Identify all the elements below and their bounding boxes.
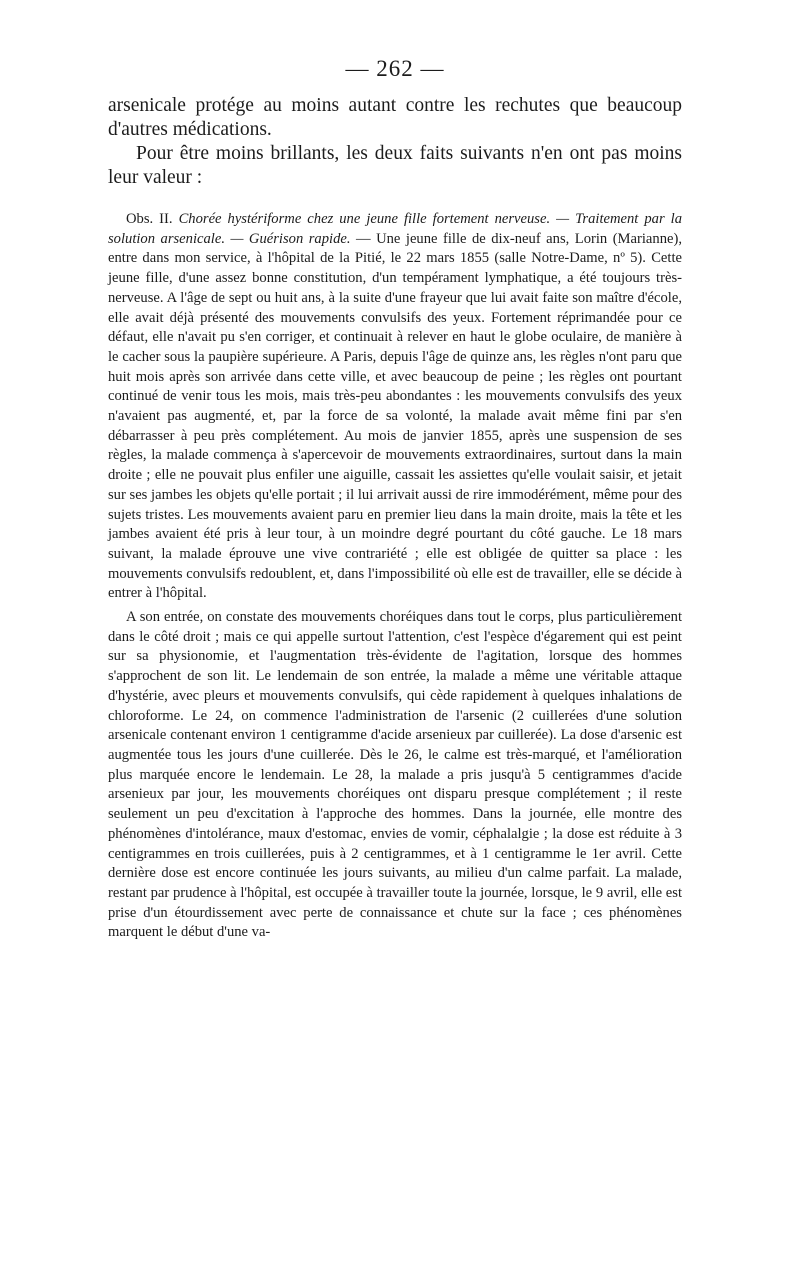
observation-paragraph-2: A son entrée, on constate des mouvements choréiques dans tout le corps, plus particulièrement dans le côté droit ; mais ce qui appelle surtout l'attention, c'est l'espèce d'égarement qui est peint sur sa physionomie, et l'augmentation très-évidente de l'agitation, lorsque des hommes s'approchent de son lit. Le lendemain de son entrée, la malade a même une véritable attaque d'hystérie, avec pleurs et mouvements convulsifs, qui cède rapidement à quelques inhalations de chloroforme. Le 24, on commence l'administration de l'arsenic (2 cuillerées d'une solution arsenicale contenant environ 1 centigramme d'acide arsenieux par cuillerée). La dose d'arsenic est augmentée tous les jours d'une cuillerée. Dès le 26, le calme est très-marqué, et l'amélioration plus marquée encore le lendemain. Le 28, la malade a pris jusqu'à 5 centigrammes d'acide arsenieux par jour, les mouvements choréiques ont disparu presque complétement ; il reste seulement un peu d'excitation à l'approche des hommes. Dans la journée, elle montre des phénomènes d'intolérance, maux d'estomac, envies de vomir, céphalalgie ; la dose est réduite à 3 centigrammes en trois cuillerées, puis à 2 centigrammes, et à 1 centigramme le 1er avril. Cette dernière dose est encore continuée les jours suivants, au milieu d'un calme parfait. La malade, restant par prudence à l'hôpital, est occupée à travailler toute la journée, lorsque, le 9 avril, elle est prise d'un étourdissement avec perte de connaissance et chute sur la face ; ces phénomènes marquent le début d'une va- — [108, 609, 682, 941]
intro-paragraph: Pour être moins brillants, les deux faits suivants n'en ont pas moins leur valeur : — [108, 143, 682, 188]
observation-label: Obs. II. — [126, 211, 173, 227]
intro-paragraph-continued: arsenicale protége au moins autant contre les rechutes que beaucoup d'autres médications. — [108, 95, 682, 140]
document-page — [108, 56, 682, 943]
observation-paragraph — [108, 210, 682, 604]
observation-body: — Une jeune fille de dix-neuf ans, Lorin (Marianne), entre dans mon service, à l'hôpital de la Pitié, le 22 mars 1855 (salle Notre-Dame, nº 5). Cette jeune fille, d'une assez bonne constitution, d'un tempérament lymphatique, a été toujours très-nerveuse. A l'âge de sept ou huit ans, à la suite d'une frayeur que lui avait faite son maître d'école, elle avait déjà présenté des mouvements convulsifs des yeux. Fortement réprimandée pour ce défaut, elle n'avait pu s'en corriger, et continuait à relever en haut le globe oculaire, de manière à le cacher sous la paupière supérieure. A Paris, depuis l'âge de quinze ans, les règles n'ont paru que huit mois après son arrivée dans cette ville, et avec beaucoup de peine ; les règles ont pourtant continué de venir tous les mois, mais très-peu abondantes : les mouvements convulsifs des yeux n'avaient pas augmenté, et, par la force de sa volonté, la malade avait même fini par s'en débarrasser à peu près complétement. Au mois de janvier 1855, après une suspension de ses règles, la malade commença à s'apercevoir de mouvements extraordinaires, surtout dans la main droite ; elle ne pouvait plus enfiler une aiguille, cassait les assiettes qu'elle voulait saisir, et jetait sur ses jambes les objets qu'elle portait ; il lui arrivait aussi de rire immodérément, même pour des sujets tristes. Les mouvements avaient paru en premier lieu dans la main droite, mais la tête et les jambes avaient été pris à leur tour, à un moindre degré pourtant du côté gauche. Le 18 mars suivant, la malade éprouve une vive contrariété ; elle est obligée de quitter sa place : les mouvements convulsifs redoublent, et, dans l'impossibilité où elle est de travailler, elle se décide à entrer à l'hôpital. — [108, 230, 682, 602]
observation-title: Chorée hystériforme chez une jeune fille fortement nerveuse. — Traitement par la solution arsenicale. — Guérison rapide. — [108, 211, 682, 247]
page-number: — 262 — — [345, 56, 445, 81]
